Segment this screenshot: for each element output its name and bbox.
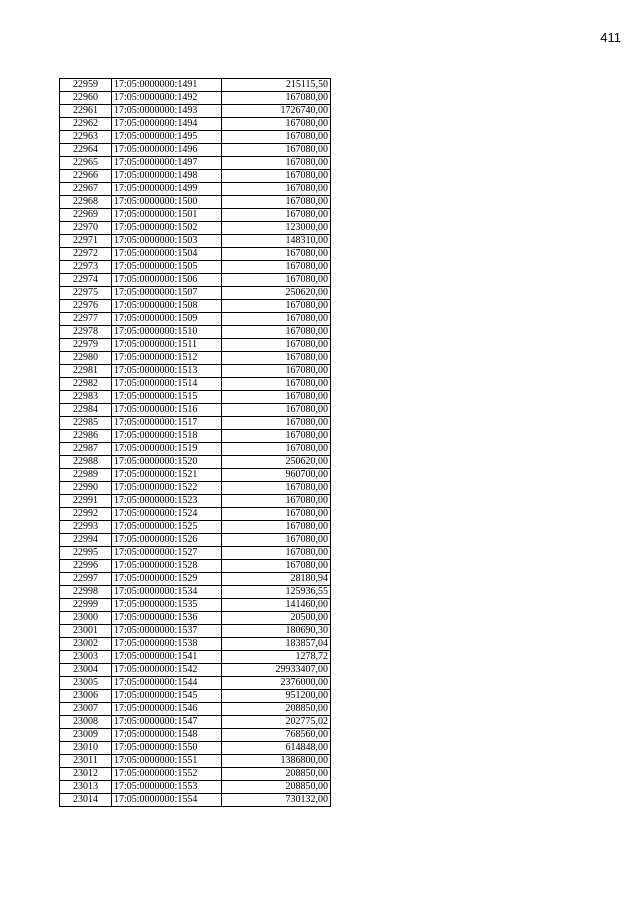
cadastral-number-cell: 17:05:0000000:1494 — [112, 118, 222, 131]
row-number-cell: 23008 — [60, 716, 112, 729]
value-cell: 141460,00 — [222, 599, 331, 612]
cadastral-number-cell: 17:05:0000000:1535 — [112, 599, 222, 612]
table-row — [60, 391, 331, 404]
value-cell: 167080,00 — [222, 183, 331, 196]
value-cell: 167080,00 — [222, 131, 331, 144]
row-number-cell: 22981 — [60, 365, 112, 378]
row-number-cell: 22983 — [60, 391, 112, 404]
row-number-cell: 22960 — [60, 92, 112, 105]
cadastral-number-cell: 17:05:0000000:1502 — [112, 222, 222, 235]
cadastral-number-cell: 17:05:0000000:1504 — [112, 248, 222, 261]
row-number-cell: 22972 — [60, 248, 112, 261]
value-cell: 167080,00 — [222, 326, 331, 339]
row-number-cell: 23002 — [60, 638, 112, 651]
table-row — [60, 625, 331, 638]
row-number-cell: 22976 — [60, 300, 112, 313]
cadastral-number-cell: 17:05:0000000:1550 — [112, 742, 222, 755]
registry-table — [59, 78, 331, 807]
row-number-cell: 23010 — [60, 742, 112, 755]
value-cell: 167080,00 — [222, 417, 331, 430]
value-cell: 167080,00 — [222, 547, 331, 560]
row-number-cell: 22967 — [60, 183, 112, 196]
table-row — [60, 170, 331, 183]
cadastral-number-cell: 17:05:0000000:1518 — [112, 430, 222, 443]
table-row — [60, 339, 331, 352]
table-row — [60, 573, 331, 586]
value-cell: 148310,00 — [222, 235, 331, 248]
cadastral-number-cell: 17:05:0000000:1553 — [112, 781, 222, 794]
row-number-cell: 22971 — [60, 235, 112, 248]
cadastral-number-cell: 17:05:0000000:1552 — [112, 768, 222, 781]
value-cell: 167080,00 — [222, 508, 331, 521]
cadastral-number-cell: 17:05:0000000:1538 — [112, 638, 222, 651]
cadastral-number-cell: 17:05:0000000:1519 — [112, 443, 222, 456]
cadastral-number-cell: 17:05:0000000:1517 — [112, 417, 222, 430]
value-cell: 167080,00 — [222, 352, 331, 365]
row-number-cell: 23006 — [60, 690, 112, 703]
cadastral-number-cell: 17:05:0000000:1523 — [112, 495, 222, 508]
table-row — [60, 560, 331, 573]
table-row — [60, 716, 331, 729]
value-cell: 167080,00 — [222, 378, 331, 391]
value-cell: 167080,00 — [222, 560, 331, 573]
value-cell: 730132,00 — [222, 794, 331, 807]
cadastral-number-cell: 17:05:0000000:1513 — [112, 365, 222, 378]
table-row — [60, 92, 331, 105]
cadastral-number-cell: 17:05:0000000:1536 — [112, 612, 222, 625]
cadastral-number-cell: 17:05:0000000:1528 — [112, 560, 222, 573]
value-cell: 183857,04 — [222, 638, 331, 651]
table-row — [60, 521, 331, 534]
cadastral-number-cell: 17:05:0000000:1522 — [112, 482, 222, 495]
table-row — [60, 352, 331, 365]
cadastral-number-cell: 17:05:0000000:1506 — [112, 274, 222, 287]
value-cell: 167080,00 — [222, 92, 331, 105]
row-number-cell: 22986 — [60, 430, 112, 443]
row-number-cell: 22987 — [60, 443, 112, 456]
cadastral-number-cell: 17:05:0000000:1505 — [112, 261, 222, 274]
row-number-cell: 23009 — [60, 729, 112, 742]
cadastral-number-cell: 17:05:0000000:1492 — [112, 92, 222, 105]
row-number-cell: 23013 — [60, 781, 112, 794]
row-number-cell: 22988 — [60, 456, 112, 469]
table-row — [60, 313, 331, 326]
table-row — [60, 248, 331, 261]
table-row — [60, 495, 331, 508]
cadastral-number-cell: 17:05:0000000:1497 — [112, 157, 222, 170]
table-row — [60, 547, 331, 560]
cadastral-number-cell: 17:05:0000000:1529 — [112, 573, 222, 586]
value-cell: 167080,00 — [222, 300, 331, 313]
table-row — [60, 209, 331, 222]
value-cell: 167080,00 — [222, 170, 331, 183]
cadastral-number-cell: 17:05:0000000:1526 — [112, 534, 222, 547]
table-row — [60, 222, 331, 235]
row-number-cell: 23014 — [60, 794, 112, 807]
table-row — [60, 430, 331, 443]
row-number-cell: 23003 — [60, 651, 112, 664]
row-number-cell: 22980 — [60, 352, 112, 365]
row-number-cell: 22985 — [60, 417, 112, 430]
row-number-cell: 22961 — [60, 105, 112, 118]
row-number-cell: 23005 — [60, 677, 112, 690]
cadastral-number-cell: 17:05:0000000:1508 — [112, 300, 222, 313]
row-number-cell: 22970 — [60, 222, 112, 235]
cadastral-number-cell: 17:05:0000000:1514 — [112, 378, 222, 391]
row-number-cell: 22993 — [60, 521, 112, 534]
cadastral-number-cell: 17:05:0000000:1499 — [112, 183, 222, 196]
value-cell: 167080,00 — [222, 534, 331, 547]
table-row — [60, 274, 331, 287]
table-row — [60, 365, 331, 378]
table-row — [60, 196, 331, 209]
value-cell: 208850,00 — [222, 768, 331, 781]
value-cell: 167080,00 — [222, 443, 331, 456]
cadastral-number-cell: 17:05:0000000:1498 — [112, 170, 222, 183]
cadastral-number-cell: 17:05:0000000:1503 — [112, 235, 222, 248]
value-cell: 167080,00 — [222, 248, 331, 261]
cadastral-number-cell: 17:05:0000000:1554 — [112, 794, 222, 807]
table-row — [60, 638, 331, 651]
row-number-cell: 23001 — [60, 625, 112, 638]
value-cell: 1386800,00 — [222, 755, 331, 768]
table-row — [60, 768, 331, 781]
value-cell: 768560,00 — [222, 729, 331, 742]
value-cell: 123000,00 — [222, 222, 331, 235]
page-number: 411 — [600, 30, 621, 45]
value-cell: 167080,00 — [222, 144, 331, 157]
cadastral-number-cell: 17:05:0000000:1527 — [112, 547, 222, 560]
table-row — [60, 300, 331, 313]
row-number-cell: 23004 — [60, 664, 112, 677]
row-number-cell: 22969 — [60, 209, 112, 222]
row-number-cell: 22975 — [60, 287, 112, 300]
row-number-cell: 22978 — [60, 326, 112, 339]
table-row — [60, 443, 331, 456]
row-number-cell: 22982 — [60, 378, 112, 391]
value-cell: 167080,00 — [222, 313, 331, 326]
value-cell: 167080,00 — [222, 482, 331, 495]
row-number-cell: 23011 — [60, 755, 112, 768]
value-cell: 1726740,00 — [222, 105, 331, 118]
cadastral-number-cell: 17:05:0000000:1542 — [112, 664, 222, 677]
value-cell: 202775,02 — [222, 716, 331, 729]
value-cell: 960700,00 — [222, 469, 331, 482]
table-row — [60, 729, 331, 742]
table-row — [60, 690, 331, 703]
value-cell: 250620,00 — [222, 456, 331, 469]
cadastral-number-cell: 17:05:0000000:1545 — [112, 690, 222, 703]
value-cell: 167080,00 — [222, 430, 331, 443]
table-row — [60, 781, 331, 794]
value-cell: 167080,00 — [222, 196, 331, 209]
table-row — [60, 456, 331, 469]
cadastral-number-cell: 17:05:0000000:1516 — [112, 404, 222, 417]
row-number-cell: 22974 — [60, 274, 112, 287]
cadastral-number-cell: 17:05:0000000:1548 — [112, 729, 222, 742]
value-cell: 29933407,00 — [222, 664, 331, 677]
row-number-cell: 22989 — [60, 469, 112, 482]
table-row — [60, 508, 331, 521]
table-body — [60, 79, 331, 807]
table-row — [60, 586, 331, 599]
row-number-cell: 23007 — [60, 703, 112, 716]
row-number-cell: 22959 — [60, 79, 112, 92]
value-cell: 215115,50 — [222, 79, 331, 92]
cadastral-number-cell: 17:05:0000000:1521 — [112, 469, 222, 482]
value-cell: 167080,00 — [222, 521, 331, 534]
row-number-cell: 23012 — [60, 768, 112, 781]
row-number-cell: 22984 — [60, 404, 112, 417]
cadastral-number-cell: 17:05:0000000:1534 — [112, 586, 222, 599]
table-row — [60, 417, 331, 430]
value-cell: 2376000,00 — [222, 677, 331, 690]
cadastral-number-cell: 17:05:0000000:1525 — [112, 521, 222, 534]
table-row — [60, 105, 331, 118]
row-number-cell: 22992 — [60, 508, 112, 521]
row-number-cell: 22991 — [60, 495, 112, 508]
table-row — [60, 261, 331, 274]
cadastral-number-cell: 17:05:0000000:1510 — [112, 326, 222, 339]
table-row — [60, 534, 331, 547]
table-row — [60, 144, 331, 157]
table-row — [60, 183, 331, 196]
cadastral-number-cell: 17:05:0000000:1515 — [112, 391, 222, 404]
value-cell: 167080,00 — [222, 261, 331, 274]
value-cell: 208850,00 — [222, 781, 331, 794]
row-number-cell: 22977 — [60, 313, 112, 326]
value-cell: 167080,00 — [222, 157, 331, 170]
value-cell: 250620,00 — [222, 287, 331, 300]
value-cell: 167080,00 — [222, 404, 331, 417]
row-number-cell: 22997 — [60, 573, 112, 586]
row-number-cell: 22973 — [60, 261, 112, 274]
table-row — [60, 287, 331, 300]
value-cell: 125936,55 — [222, 586, 331, 599]
table-row — [60, 378, 331, 391]
row-number-cell: 22994 — [60, 534, 112, 547]
value-cell: 167080,00 — [222, 365, 331, 378]
row-number-cell: 22995 — [60, 547, 112, 560]
cadastral-number-cell: 17:05:0000000:1512 — [112, 352, 222, 365]
value-cell: 180690,30 — [222, 625, 331, 638]
value-cell: 1278,72 — [222, 651, 331, 664]
row-number-cell: 22999 — [60, 599, 112, 612]
row-number-cell: 22998 — [60, 586, 112, 599]
cadastral-number-cell: 17:05:0000000:1501 — [112, 209, 222, 222]
cadastral-number-cell: 17:05:0000000:1511 — [112, 339, 222, 352]
cadastral-number-cell: 17:05:0000000:1496 — [112, 144, 222, 157]
value-cell: 167080,00 — [222, 209, 331, 222]
table-row — [60, 599, 331, 612]
value-cell: 167080,00 — [222, 495, 331, 508]
row-number-cell: 22990 — [60, 482, 112, 495]
row-number-cell: 22962 — [60, 118, 112, 131]
table-row — [60, 703, 331, 716]
value-cell: 614848,00 — [222, 742, 331, 755]
row-number-cell: 22979 — [60, 339, 112, 352]
cadastral-number-cell: 17:05:0000000:1541 — [112, 651, 222, 664]
value-cell: 951200,00 — [222, 690, 331, 703]
table-row — [60, 79, 331, 92]
cadastral-number-cell: 17:05:0000000:1520 — [112, 456, 222, 469]
row-number-cell: 22965 — [60, 157, 112, 170]
table-row — [60, 131, 331, 144]
cadastral-number-cell: 17:05:0000000:1544 — [112, 677, 222, 690]
table-row — [60, 742, 331, 755]
cadastral-number-cell: 17:05:0000000:1507 — [112, 287, 222, 300]
cadastral-number-cell: 17:05:0000000:1537 — [112, 625, 222, 638]
cadastral-number-cell: 17:05:0000000:1493 — [112, 105, 222, 118]
cadastral-number-cell: 17:05:0000000:1547 — [112, 716, 222, 729]
value-cell: 208850,00 — [222, 703, 331, 716]
table-row — [60, 118, 331, 131]
row-number-cell: 22996 — [60, 560, 112, 573]
cadastral-number-cell: 17:05:0000000:1524 — [112, 508, 222, 521]
cadastral-number-cell: 17:05:0000000:1491 — [112, 79, 222, 92]
cadastral-number-cell: 17:05:0000000:1551 — [112, 755, 222, 768]
table-row — [60, 326, 331, 339]
cadastral-number-cell: 17:05:0000000:1495 — [112, 131, 222, 144]
value-cell: 167080,00 — [222, 339, 331, 352]
row-number-cell: 22963 — [60, 131, 112, 144]
value-cell: 28180,94 — [222, 573, 331, 586]
table-row — [60, 157, 331, 170]
table-row — [60, 235, 331, 248]
table-row — [60, 651, 331, 664]
value-cell: 20500,00 — [222, 612, 331, 625]
row-number-cell: 23000 — [60, 612, 112, 625]
table-row — [60, 664, 331, 677]
table-row — [60, 469, 331, 482]
table-row — [60, 794, 331, 807]
value-cell: 167080,00 — [222, 274, 331, 287]
row-number-cell: 22968 — [60, 196, 112, 209]
table-row — [60, 404, 331, 417]
row-number-cell: 22964 — [60, 144, 112, 157]
value-cell: 167080,00 — [222, 391, 331, 404]
table-row — [60, 482, 331, 495]
cadastral-number-cell: 17:05:0000000:1509 — [112, 313, 222, 326]
value-cell: 167080,00 — [222, 118, 331, 131]
table-row — [60, 755, 331, 768]
cadastral-number-cell: 17:05:0000000:1546 — [112, 703, 222, 716]
table-row — [60, 612, 331, 625]
row-number-cell: 22966 — [60, 170, 112, 183]
table-row — [60, 677, 331, 690]
cadastral-number-cell: 17:05:0000000:1500 — [112, 196, 222, 209]
